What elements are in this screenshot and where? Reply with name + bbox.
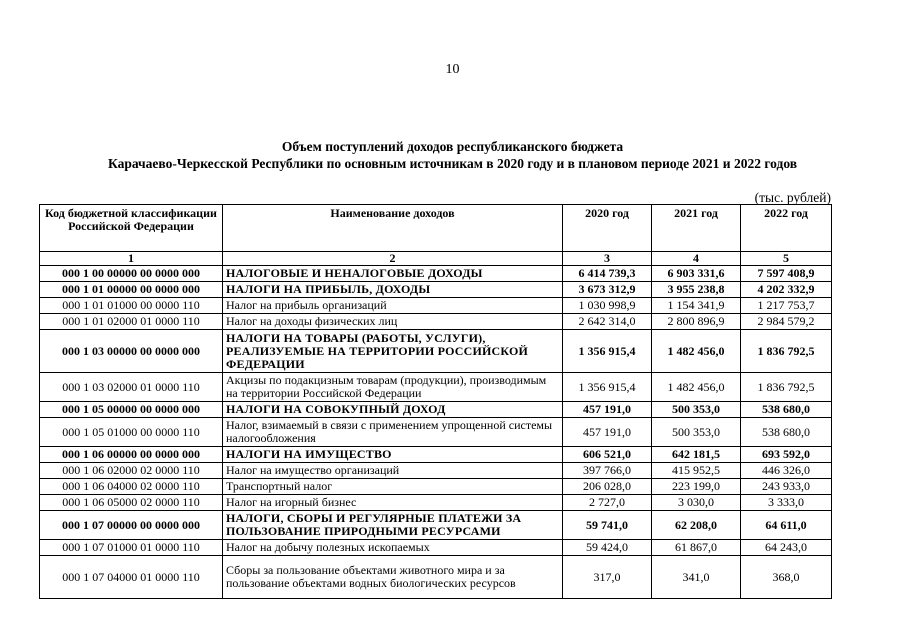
row-name: НАЛОГИ, СБОРЫ И РЕГУЛЯРНЫЕ ПЛАТЕЖИ ЗА ПОЛЬЗОВАНИЕ ПРИРОДНЫМИ РЕСУРСАМИ bbox=[223, 511, 563, 540]
row-value-2020: 1 030 998,9 bbox=[563, 298, 652, 314]
row-value-2020: 59 424,0 bbox=[563, 540, 652, 556]
row-value-2020: 397 766,0 bbox=[563, 463, 652, 479]
row-value-2022: 693 592,0 bbox=[741, 447, 832, 463]
row-value-2022: 64 611,0 bbox=[741, 511, 832, 540]
row-value-2021: 500 353,0 bbox=[652, 402, 741, 418]
row-value-2021: 341,0 bbox=[652, 556, 741, 599]
row-value-2022: 446 326,0 bbox=[741, 463, 832, 479]
row-value-2022: 538 680,0 bbox=[741, 418, 832, 447]
row-value-2020: 1 356 915,4 bbox=[563, 330, 652, 373]
table-row bbox=[40, 298, 832, 314]
row-value-2020: 6 414 739,3 bbox=[563, 266, 652, 282]
row-code: 000 1 07 04000 01 0000 110 bbox=[40, 556, 223, 599]
row-value-2021: 1 482 456,0 bbox=[652, 330, 741, 373]
row-code: 000 1 06 05000 02 0000 110 bbox=[40, 495, 223, 511]
row-value-2021: 3 030,0 bbox=[652, 495, 741, 511]
row-value-2020: 2 642 314,0 bbox=[563, 314, 652, 330]
row-code: 000 1 05 00000 00 0000 000 bbox=[40, 402, 223, 418]
row-value-2022: 243 933,0 bbox=[741, 479, 832, 495]
table-row bbox=[40, 282, 832, 298]
row-name: НАЛОГИ НА ТОВАРЫ (РАБОТЫ, УСЛУГИ), РЕАЛИЗУЕМЫЕ НА ТЕРРИТОРИИ РОССИЙСКОЙ ФЕДЕРАЦИИ bbox=[223, 330, 563, 373]
row-code: 000 1 00 00000 00 0000 000 bbox=[40, 266, 223, 282]
table-row bbox=[40, 266, 832, 282]
table-row bbox=[40, 373, 832, 402]
row-code: 000 1 05 01000 00 0000 110 bbox=[40, 418, 223, 447]
row-value-2020: 1 356 915,4 bbox=[563, 373, 652, 402]
row-value-2021: 3 955 238,8 bbox=[652, 282, 741, 298]
row-name: Акцизы по подакцизным товарам (продукции), производимым на территории Российской Федерации bbox=[223, 373, 563, 402]
units-label: (тыс. рублей) bbox=[754, 190, 831, 205]
table-row bbox=[40, 447, 832, 463]
row-name: НАЛОГИ НА СОВОКУПНЫЙ ДОХОД bbox=[223, 402, 563, 418]
column-index: 3 bbox=[563, 252, 652, 266]
row-value-2021: 1 154 341,9 bbox=[652, 298, 741, 314]
row-name: НАЛОГИ НА ИМУЩЕСТВО bbox=[223, 447, 563, 463]
table-row bbox=[40, 495, 832, 511]
table-row bbox=[40, 479, 832, 495]
table-row bbox=[40, 314, 832, 330]
table-row bbox=[40, 540, 832, 556]
row-code: 000 1 01 00000 00 0000 000 bbox=[40, 282, 223, 298]
document-title bbox=[0, 138, 905, 172]
row-value-2022: 7 597 408,9 bbox=[741, 266, 832, 282]
row-name: НАЛОГИ НА ПРИБЫЛЬ, ДОХОДЫ bbox=[223, 282, 563, 298]
table-row bbox=[40, 511, 832, 540]
row-value-2022: 2 984 579,2 bbox=[741, 314, 832, 330]
row-name: НАЛОГОВЫЕ И НЕНАЛОГОВЫЕ ДОХОДЫ bbox=[223, 266, 563, 282]
row-value-2021: 223 199,0 bbox=[652, 479, 741, 495]
row-value-2022: 1 836 792,5 bbox=[741, 373, 832, 402]
row-name: Сборы за пользование объектами животного мира и за пользование объектами водных биологических ресурсов bbox=[223, 556, 563, 599]
title-line-2: Карачаево-Черкесской Республики по основным источникам в 2020 году и в плановом периоде 2021 и 2022 годов bbox=[107, 156, 798, 171]
row-value-2020: 206 028,0 bbox=[563, 479, 652, 495]
row-value-2021: 62 208,0 bbox=[652, 511, 741, 540]
column-index: 1 bbox=[40, 252, 223, 266]
row-code: 000 1 07 01000 01 0000 110 bbox=[40, 540, 223, 556]
row-value-2020: 3 673 312,9 bbox=[563, 282, 652, 298]
column-index: 4 bbox=[652, 252, 741, 266]
row-value-2021: 2 800 896,9 bbox=[652, 314, 741, 330]
row-value-2021: 1 482 456,0 bbox=[652, 373, 741, 402]
row-code: 000 1 06 02000 02 0000 110 bbox=[40, 463, 223, 479]
row-code: 000 1 01 01000 00 0000 110 bbox=[40, 298, 223, 314]
header-2020: 2020 год bbox=[563, 205, 652, 252]
row-code: 000 1 07 00000 00 0000 000 bbox=[40, 511, 223, 540]
row-value-2022: 1 836 792,5 bbox=[741, 330, 832, 373]
header-2021: 2021 год bbox=[652, 205, 741, 252]
row-value-2020: 606 521,0 bbox=[563, 447, 652, 463]
table-row bbox=[40, 330, 832, 373]
header-code: Код бюджетной классификации Российской Федерации bbox=[40, 205, 223, 252]
row-name: Налог на игорный бизнес bbox=[223, 495, 563, 511]
row-value-2022: 64 243,0 bbox=[741, 540, 832, 556]
row-name: Налог на доходы физических лиц bbox=[223, 314, 563, 330]
row-value-2020: 2 727,0 bbox=[563, 495, 652, 511]
header-name: Наименование доходов bbox=[223, 205, 563, 252]
row-code: 000 1 06 00000 00 0000 000 bbox=[40, 447, 223, 463]
row-value-2021: 642 181,5 bbox=[652, 447, 741, 463]
row-value-2022: 538 680,0 bbox=[741, 402, 832, 418]
row-value-2022: 1 217 753,7 bbox=[741, 298, 832, 314]
table-row bbox=[40, 556, 832, 599]
row-value-2020: 317,0 bbox=[563, 556, 652, 599]
row-value-2020: 457 191,0 bbox=[563, 418, 652, 447]
row-value-2020: 59 741,0 bbox=[563, 511, 652, 540]
title-line-1: Объем поступлений доходов республиканского бюджета bbox=[281, 139, 624, 154]
table-row bbox=[40, 402, 832, 418]
row-value-2022: 4 202 332,9 bbox=[741, 282, 832, 298]
row-code: 000 1 03 02000 01 0000 110 bbox=[40, 373, 223, 402]
header-2022: 2022 год bbox=[741, 205, 832, 252]
row-name: Налог на добычу полезных ископаемых bbox=[223, 540, 563, 556]
header-row bbox=[40, 205, 832, 252]
page-number: 10 bbox=[445, 62, 460, 77]
row-value-2021: 6 903 331,6 bbox=[652, 266, 741, 282]
row-name: Транспортный налог bbox=[223, 479, 563, 495]
row-value-2021: 415 952,5 bbox=[652, 463, 741, 479]
table-row bbox=[40, 418, 832, 447]
table-body bbox=[40, 266, 832, 599]
table-row bbox=[40, 463, 832, 479]
column-index-row bbox=[40, 252, 832, 266]
row-value-2021: 61 867,0 bbox=[652, 540, 741, 556]
row-code: 000 1 03 00000 00 0000 000 bbox=[40, 330, 223, 373]
column-index: 5 bbox=[741, 252, 832, 266]
row-value-2022: 3 333,0 bbox=[741, 495, 832, 511]
row-value-2021: 500 353,0 bbox=[652, 418, 741, 447]
row-name: Налог на имущество организаций bbox=[223, 463, 563, 479]
row-name: Налог на прибыль организаций bbox=[223, 298, 563, 314]
revenue-table bbox=[39, 204, 832, 599]
row-code: 000 1 06 04000 02 0000 110 bbox=[40, 479, 223, 495]
row-value-2022: 368,0 bbox=[741, 556, 832, 599]
row-code: 000 1 01 02000 01 0000 110 bbox=[40, 314, 223, 330]
row-value-2020: 457 191,0 bbox=[563, 402, 652, 418]
column-index: 2 bbox=[223, 252, 563, 266]
row-name: Налог, взимаемый в связи с применением упрощенной системы налогообложения bbox=[223, 418, 563, 447]
